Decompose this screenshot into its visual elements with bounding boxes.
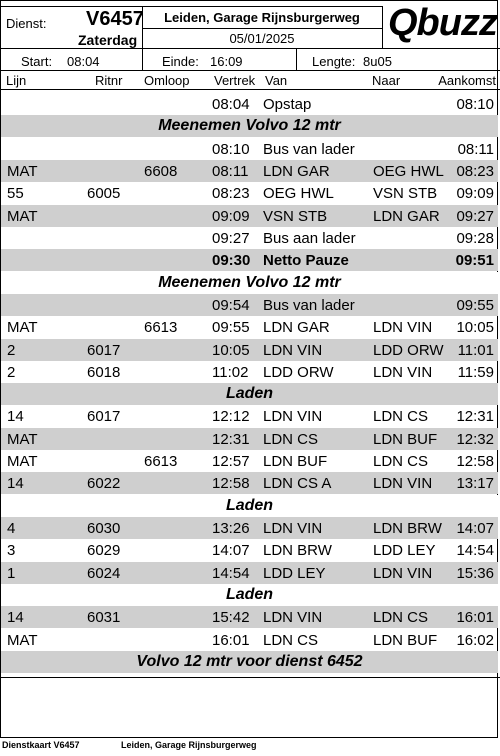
cell-van: Netto Pauze (263, 252, 349, 269)
qbuzz-logo: Qbuzz (388, 2, 497, 44)
cell-van: LDN CS (263, 632, 319, 649)
cell-lijn: 14 (7, 609, 24, 626)
cell-van: LDN BRW (263, 542, 332, 559)
cell-aankomst: 12:31 (456, 408, 494, 425)
cell-lijn: 4 (7, 520, 16, 537)
cell-lijn: 14 (7, 408, 24, 425)
cell-aankomst: 15:36 (456, 565, 494, 582)
cell-van: LDN CS (263, 431, 319, 448)
cell-naar: LDD LEY (373, 542, 436, 559)
footer-right: Leiden, Garage Rijnsburgerweg (121, 740, 257, 750)
cell-naar: LDN GAR (373, 208, 440, 225)
col-header-van: Van (265, 73, 288, 88)
table-row (1, 294, 498, 316)
cell-lijn: MAT (7, 632, 38, 649)
cell-omloop: 6613 (144, 453, 178, 470)
start-label: Start: (21, 54, 53, 69)
table-row (1, 606, 498, 628)
cell-naar: LDN VIN (373, 475, 433, 492)
col-header-ritnr: Ritnr (95, 73, 123, 88)
day-label: Zaterdag (78, 32, 138, 48)
table-row (1, 450, 498, 472)
table-row (1, 629, 498, 651)
table-row (1, 182, 498, 204)
cell-naar: OEG HWL (373, 163, 444, 180)
cell-aankomst: 13:17 (456, 475, 494, 492)
cell-van: Bus aan lader (263, 230, 356, 247)
cell-aankomst: 09:55 (456, 297, 494, 314)
cell-vertrek: 09:09 (212, 208, 250, 225)
col-header-naar: Naar (372, 73, 401, 88)
cell-ritnr: 6017 (87, 342, 121, 359)
cell-aankomst: 12:58 (456, 453, 494, 470)
cell-van: LDD ORW (263, 364, 334, 381)
divider (382, 6, 383, 48)
cell-vertrek: 16:01 (212, 632, 250, 649)
col-header-omloop: Omloop (144, 73, 190, 88)
cell-ritnr: 6005 (87, 185, 121, 202)
einde-value: 16:09 (210, 54, 243, 69)
cell-naar: LDN CS (373, 609, 429, 626)
cell-aankomst: 14:54 (456, 542, 494, 559)
cell-ritnr: 6022 (87, 475, 121, 492)
lengte-label: Lengte: (312, 54, 356, 69)
cell-vertrek: 09:27 (212, 230, 250, 247)
cell-aankomst: 10:05 (456, 319, 494, 336)
table-row (1, 562, 498, 584)
cell-ritnr: 6017 (87, 408, 121, 425)
cell-vertrek: 14:54 (212, 565, 250, 582)
cell-naar: LDN BUF (373, 632, 438, 649)
cell-naar: LDN CS (373, 408, 429, 425)
section-header: Laden (1, 383, 498, 405)
divider (142, 48, 143, 70)
cell-lijn: MAT (7, 453, 38, 470)
table-row (1, 316, 498, 338)
cell-ritnr: 6030 (87, 520, 121, 537)
table-row (1, 472, 498, 494)
table-row (1, 539, 498, 561)
cell-van: LDN VIN (263, 520, 323, 537)
cell-lijn: MAT (7, 163, 38, 180)
cell-aankomst: 09:28 (456, 230, 494, 247)
cell-lijn: 55 (7, 185, 24, 202)
cell-lijn: MAT (7, 431, 38, 448)
col-header-lijn: Lijn (6, 73, 27, 88)
start-value: 08:04 (67, 54, 100, 69)
cell-ritnr: 6018 (87, 364, 121, 381)
cell-aankomst: 09:51 (455, 252, 494, 269)
section-header: Volvo 12 mtr voor dienst 6452 (1, 651, 498, 673)
cell-vertrek: 13:26 (212, 520, 250, 537)
dienst-label: Dienst: (6, 16, 47, 31)
table-row (1, 361, 498, 383)
section-header: Meenemen Volvo 12 mtr (1, 115, 498, 137)
cell-lijn: 1 (7, 565, 16, 582)
divider (0, 6, 382, 7)
cell-vertrek: 08:11 (212, 163, 249, 180)
cell-lijn: 2 (7, 342, 16, 359)
cell-van: LDN CS A (263, 475, 332, 492)
date-label: 05/01/2025 (229, 31, 295, 46)
section-header: Laden (1, 495, 498, 517)
cell-ritnr: 6029 (87, 542, 121, 559)
section-header: Laden (1, 584, 498, 606)
cell-lijn: 14 (7, 475, 24, 492)
cell-van: Bus van lader (263, 141, 355, 158)
lengte-value: 8u05 (363, 54, 392, 69)
cell-van: LDN GAR (263, 319, 330, 336)
cell-vertrek: 09:30 (212, 252, 251, 269)
divider (0, 89, 500, 90)
divider (0, 48, 500, 49)
cell-vertrek: 08:04 (212, 96, 250, 113)
cell-ritnr: 6024 (87, 565, 121, 582)
cell-naar: LDN BRW (373, 520, 442, 537)
cell-naar: VSN STB (373, 185, 438, 202)
cell-van: LDN VIN (263, 408, 323, 425)
cell-vertrek: 15:42 (212, 609, 250, 626)
cell-van: VSN STB (263, 208, 328, 225)
cell-vertrek: 12:58 (212, 475, 250, 492)
divider (142, 28, 382, 29)
section-header: Meenemen Volvo 12 mtr (1, 272, 498, 294)
cell-van: LDN VIN (263, 342, 323, 359)
cell-vertrek: 11:02 (212, 364, 249, 381)
table-row (1, 227, 498, 249)
cell-van: Bus van lader (263, 297, 355, 314)
cell-naar: LDN CS (373, 453, 429, 470)
cell-naar: LDN VIN (373, 319, 433, 336)
cell-van: LDN BUF (263, 453, 328, 470)
cell-vertrek: 10:05 (212, 342, 250, 359)
cell-naar: LDN VIN (373, 364, 433, 381)
table-row (1, 93, 498, 115)
cell-vertrek: 12:12 (212, 408, 250, 425)
dienst-number: V6457 (86, 8, 144, 30)
table-row (1, 428, 498, 450)
cell-van: LDD LEY (263, 565, 326, 582)
cell-lijn: 3 (7, 542, 16, 559)
col-header-vertrek: Vertrek (214, 73, 256, 88)
cell-omloop: 6608 (144, 163, 178, 180)
cell-vertrek: 12:57 (212, 453, 250, 470)
cell-aankomst: 09:09 (456, 185, 494, 202)
cell-vertrek: 08:10 (212, 141, 250, 158)
cell-aankomst: 09:27 (456, 208, 494, 225)
cell-vertrek: 09:54 (212, 297, 250, 314)
cell-van: LDN VIN (263, 609, 323, 626)
einde-label: Einde: (162, 54, 199, 69)
cell-aankomst: 12:32 (456, 431, 494, 448)
cell-vertrek: 09:55 (212, 319, 250, 336)
cell-naar: LDN VIN (373, 565, 433, 582)
divider (0, 70, 500, 71)
table-row (1, 517, 498, 539)
divider (0, 677, 500, 678)
cell-omloop: 6613 (144, 319, 178, 336)
cell-van: OEG HWL (263, 185, 334, 202)
cell-lijn: 2 (7, 364, 16, 381)
col-header-aankomst: Aankomst (438, 73, 496, 88)
cell-lijn: MAT (7, 319, 38, 336)
table-row (1, 405, 498, 427)
cell-aankomst: 16:02 (456, 632, 494, 649)
cell-vertrek: 12:31 (212, 431, 250, 448)
cell-vertrek: 08:23 (212, 185, 250, 202)
cell-aankomst: 11:59 (457, 364, 494, 381)
cell-van: Opstap (263, 96, 312, 113)
cell-aankomst: 16:01 (456, 609, 494, 626)
cell-vertrek: 14:07 (212, 542, 250, 559)
pause-row (1, 249, 498, 271)
cell-lijn: MAT (7, 208, 38, 225)
table-row (1, 205, 498, 227)
cell-van: LDN GAR (263, 163, 330, 180)
cell-naar: LDD ORW (373, 342, 444, 359)
cell-ritnr: 6031 (87, 609, 121, 626)
footer-left: Dienstkaart V6457 (2, 740, 80, 750)
table-row (1, 339, 498, 361)
location-title: Leiden, Garage Rijnsburgerweg (164, 10, 360, 25)
cell-aankomst: 14:07 (456, 520, 494, 537)
table-row (1, 138, 498, 160)
table-row (1, 160, 498, 182)
cell-aankomst: 08:23 (456, 163, 494, 180)
cell-aankomst: 08:10 (456, 96, 494, 113)
cell-aankomst: 08:11 (457, 141, 494, 158)
divider (296, 48, 297, 70)
cell-aankomst: 11:01 (457, 342, 494, 359)
cell-naar: LDN BUF (373, 431, 438, 448)
